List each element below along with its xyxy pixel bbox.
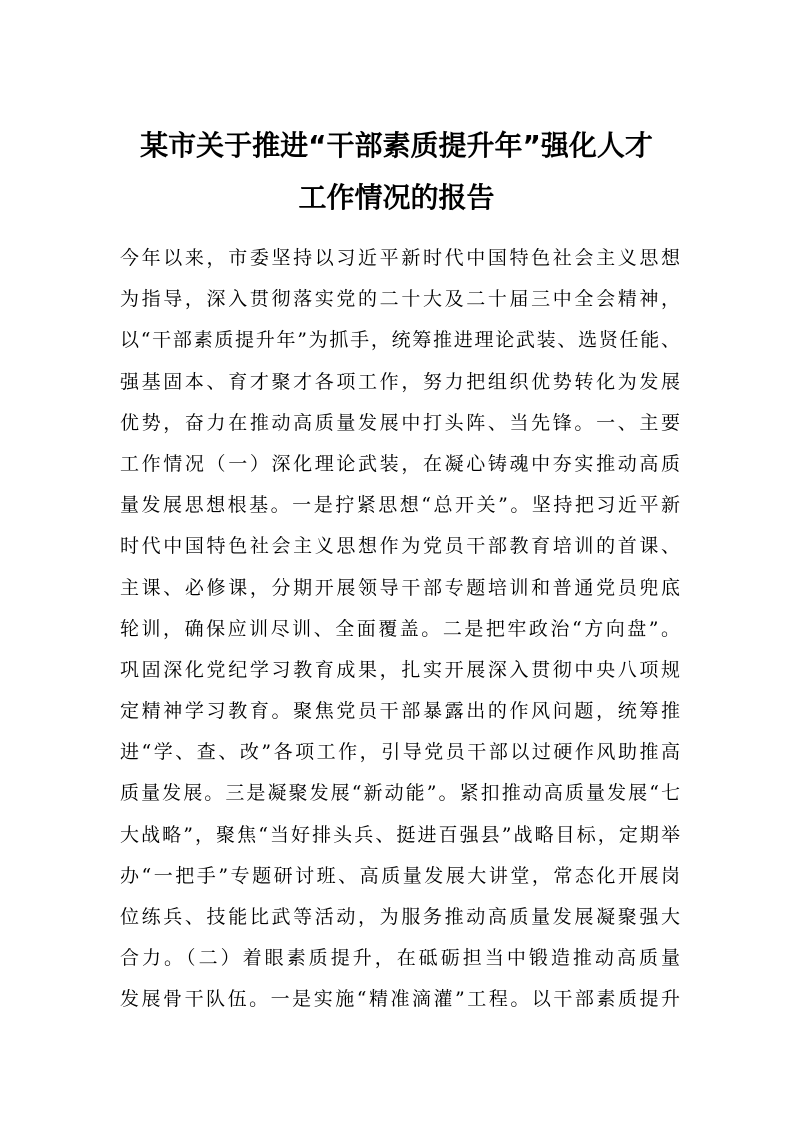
body-line: 为指导，深入贯彻落实党的二十大及二十届三中全会精神， <box>120 288 680 311</box>
document-body <box>120 238 680 1021</box>
body-line: 办“一把手”专题研讨班、高质量发展大讲堂，常态化开展岗 <box>120 864 680 887</box>
body-line: 优势，奋力在推动高质量发展中打头阵、当先锋。一、主要 <box>120 411 680 434</box>
title-line: 工作情况的报告 <box>298 181 495 214</box>
body-line: 今年以来，市委坚持以习近平新时代中国特色社会主义思想 <box>120 247 680 269</box>
document-title <box>100 120 693 224</box>
title-line: 某市关于推进“干部素质提升年”强化人才 <box>140 129 653 162</box>
body-line: 主课、必修课，分期开展领导干部专题培训和普通党员兜底 <box>120 576 680 599</box>
body-line: 巩固深化党纪学习教育成果，扎实开展深入贯彻中央八项规 <box>120 658 680 681</box>
body-line: 合力。（二）着眼素质提升，在砥砺担当中锻造推动高质量 <box>120 947 680 970</box>
body-line: 大战略”，聚焦“当好排头兵、挺进百强县”战略目标，定期举 <box>120 823 680 846</box>
body-line: 发展骨干队伍。一是实施“精准滴灌”工程。以干部素质提升 <box>120 988 680 1011</box>
body-line: 定精神学习教育。聚焦党员干部暴露出的作风问题，统筹推 <box>120 700 680 723</box>
body-line: 进“学、查、改”各项工作，引导党员干部以过硬作风助推高 <box>120 741 680 764</box>
body-line: 时代中国特色社会主义思想作为党员干部教育培训的首课、 <box>120 535 680 558</box>
body-line: 工作情况（一）深化理论武装，在凝心铸魂中夯实推动高质 <box>120 452 680 475</box>
body-line: 量发展思想根基。一是拧紧思想“总开关”。坚持把习近平新 <box>120 494 680 517</box>
body-line: 质量发展。三是凝聚发展“新动能”。紧扣推动高质量发展“七 <box>120 782 680 805</box>
body-line: 以“干部素质提升年”为抓手，统筹推进理论武装、选贤任能、 <box>120 329 680 352</box>
body-line: 轮训，确保应训尽训、全面覆盖。二是把牢政治“方向盘”。 <box>120 617 680 640</box>
body-line: 强基固本、育才聚才各项工作，努力把组织优势转化为发展 <box>120 370 680 393</box>
body-line: 位练兵、技能比武等活动，为服务推动高质量发展凝聚强大 <box>120 906 680 928</box>
